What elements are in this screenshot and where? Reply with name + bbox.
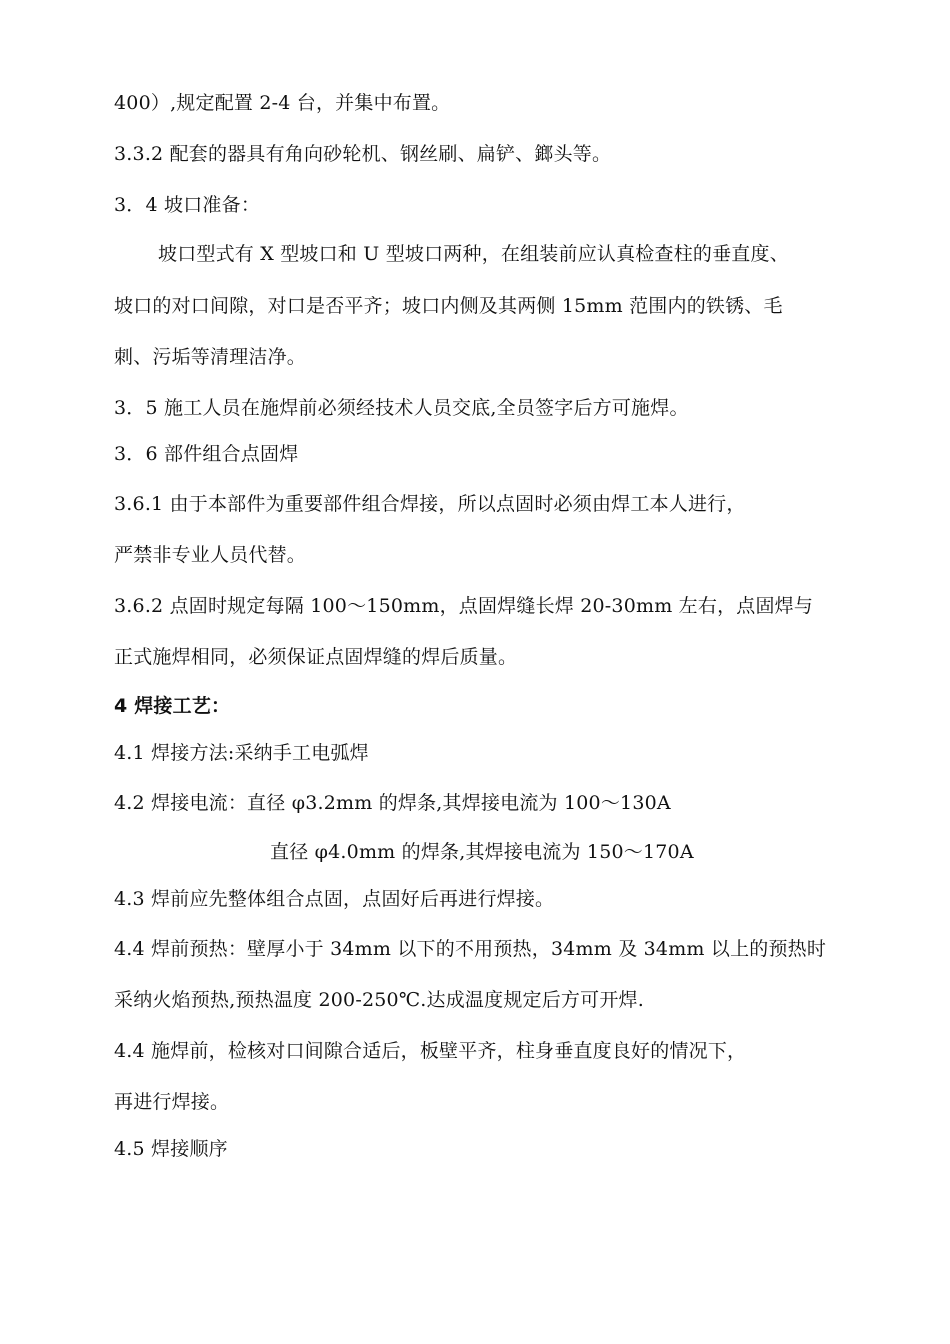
text-line-4-4-check-cont: 再进行焊接。: [114, 1091, 230, 1113]
text-line-4-3: 4.3 焊前应先整体组合点固，点固好后再进行焊接。: [114, 888, 555, 910]
text-line-4-1: 4.1 焊接方法:采纳手工电弧焊: [114, 742, 369, 764]
text-line-4-2-cont: 直径 φ4.0mm 的焊条,其焊接电流为 150～170A: [270, 841, 694, 863]
text-line-groove-gap: 坡口的对口间隙，对口是否平齐；坡口内侧及其两侧 15mm 范围内的铁锈、毛: [114, 295, 783, 317]
text-line-4-4-preheat-cont: 采纳火焰预热,预热温度 200-250℃.达成温度规定后方可开焊.: [114, 989, 644, 1011]
text-line-3-6-1: 3.6.1 由于本部件为重要部件组合焊接，所以点固时必须由焊工本人进行，: [114, 493, 746, 515]
text-line-groove-types: 坡口型式有 X 型坡口和 U 型坡口两种，在组装前应认真检查柱的垂直度、: [158, 243, 789, 265]
text-line-4-4-preheat: 4.4 焊前预热：壁厚小于 34mm 以下的不用预热，34mm 及 34mm 以上的预热时: [114, 938, 827, 960]
text-line-4-2: 4.2 焊接电流：直径 φ3.2mm 的焊条,其焊接电流为 100～130A: [114, 792, 671, 814]
section-3-4-title: 3．4 坡口准备：: [114, 194, 261, 216]
text-line-4-4-check: 4.4 施焊前，检核对口间隙合适后，板壁平齐，柱身垂直度良好的情况下，: [114, 1040, 747, 1062]
section-4-title: 4 焊接工艺：: [114, 695, 231, 717]
text-line-3-6-2-cont: 正式施焊相同，必须保证点固焊缝的焊后质量。: [114, 646, 518, 668]
section-3-6-title: 3．6 部件组合点固焊: [114, 443, 299, 465]
section-4-5-title: 4.5 焊接顺序: [114, 1138, 228, 1160]
text-line-3-6-1-cont: 严禁非专业人员代替。: [114, 544, 307, 566]
section-3-5: 3．5 施工人员在施焊前必须经技术人员交底,全员签字后方可施焊。: [114, 397, 689, 419]
text-line-3-3-2: 3.3.2 配套的器具有角向砂轮机、钢丝刷、扁铲、鎯头等。: [114, 143, 612, 165]
text-line-equipment-count: 400）,规定配置 2-4 台，并集中布置。: [114, 92, 451, 114]
text-line-groove-cleaning: 刺、污垢等清理洁净。: [114, 346, 307, 368]
text-line-3-6-2: 3.6.2 点固时规定每隔 100～150mm，点固焊缝长焊 20-30mm 左右，点固焊与: [114, 595, 814, 617]
